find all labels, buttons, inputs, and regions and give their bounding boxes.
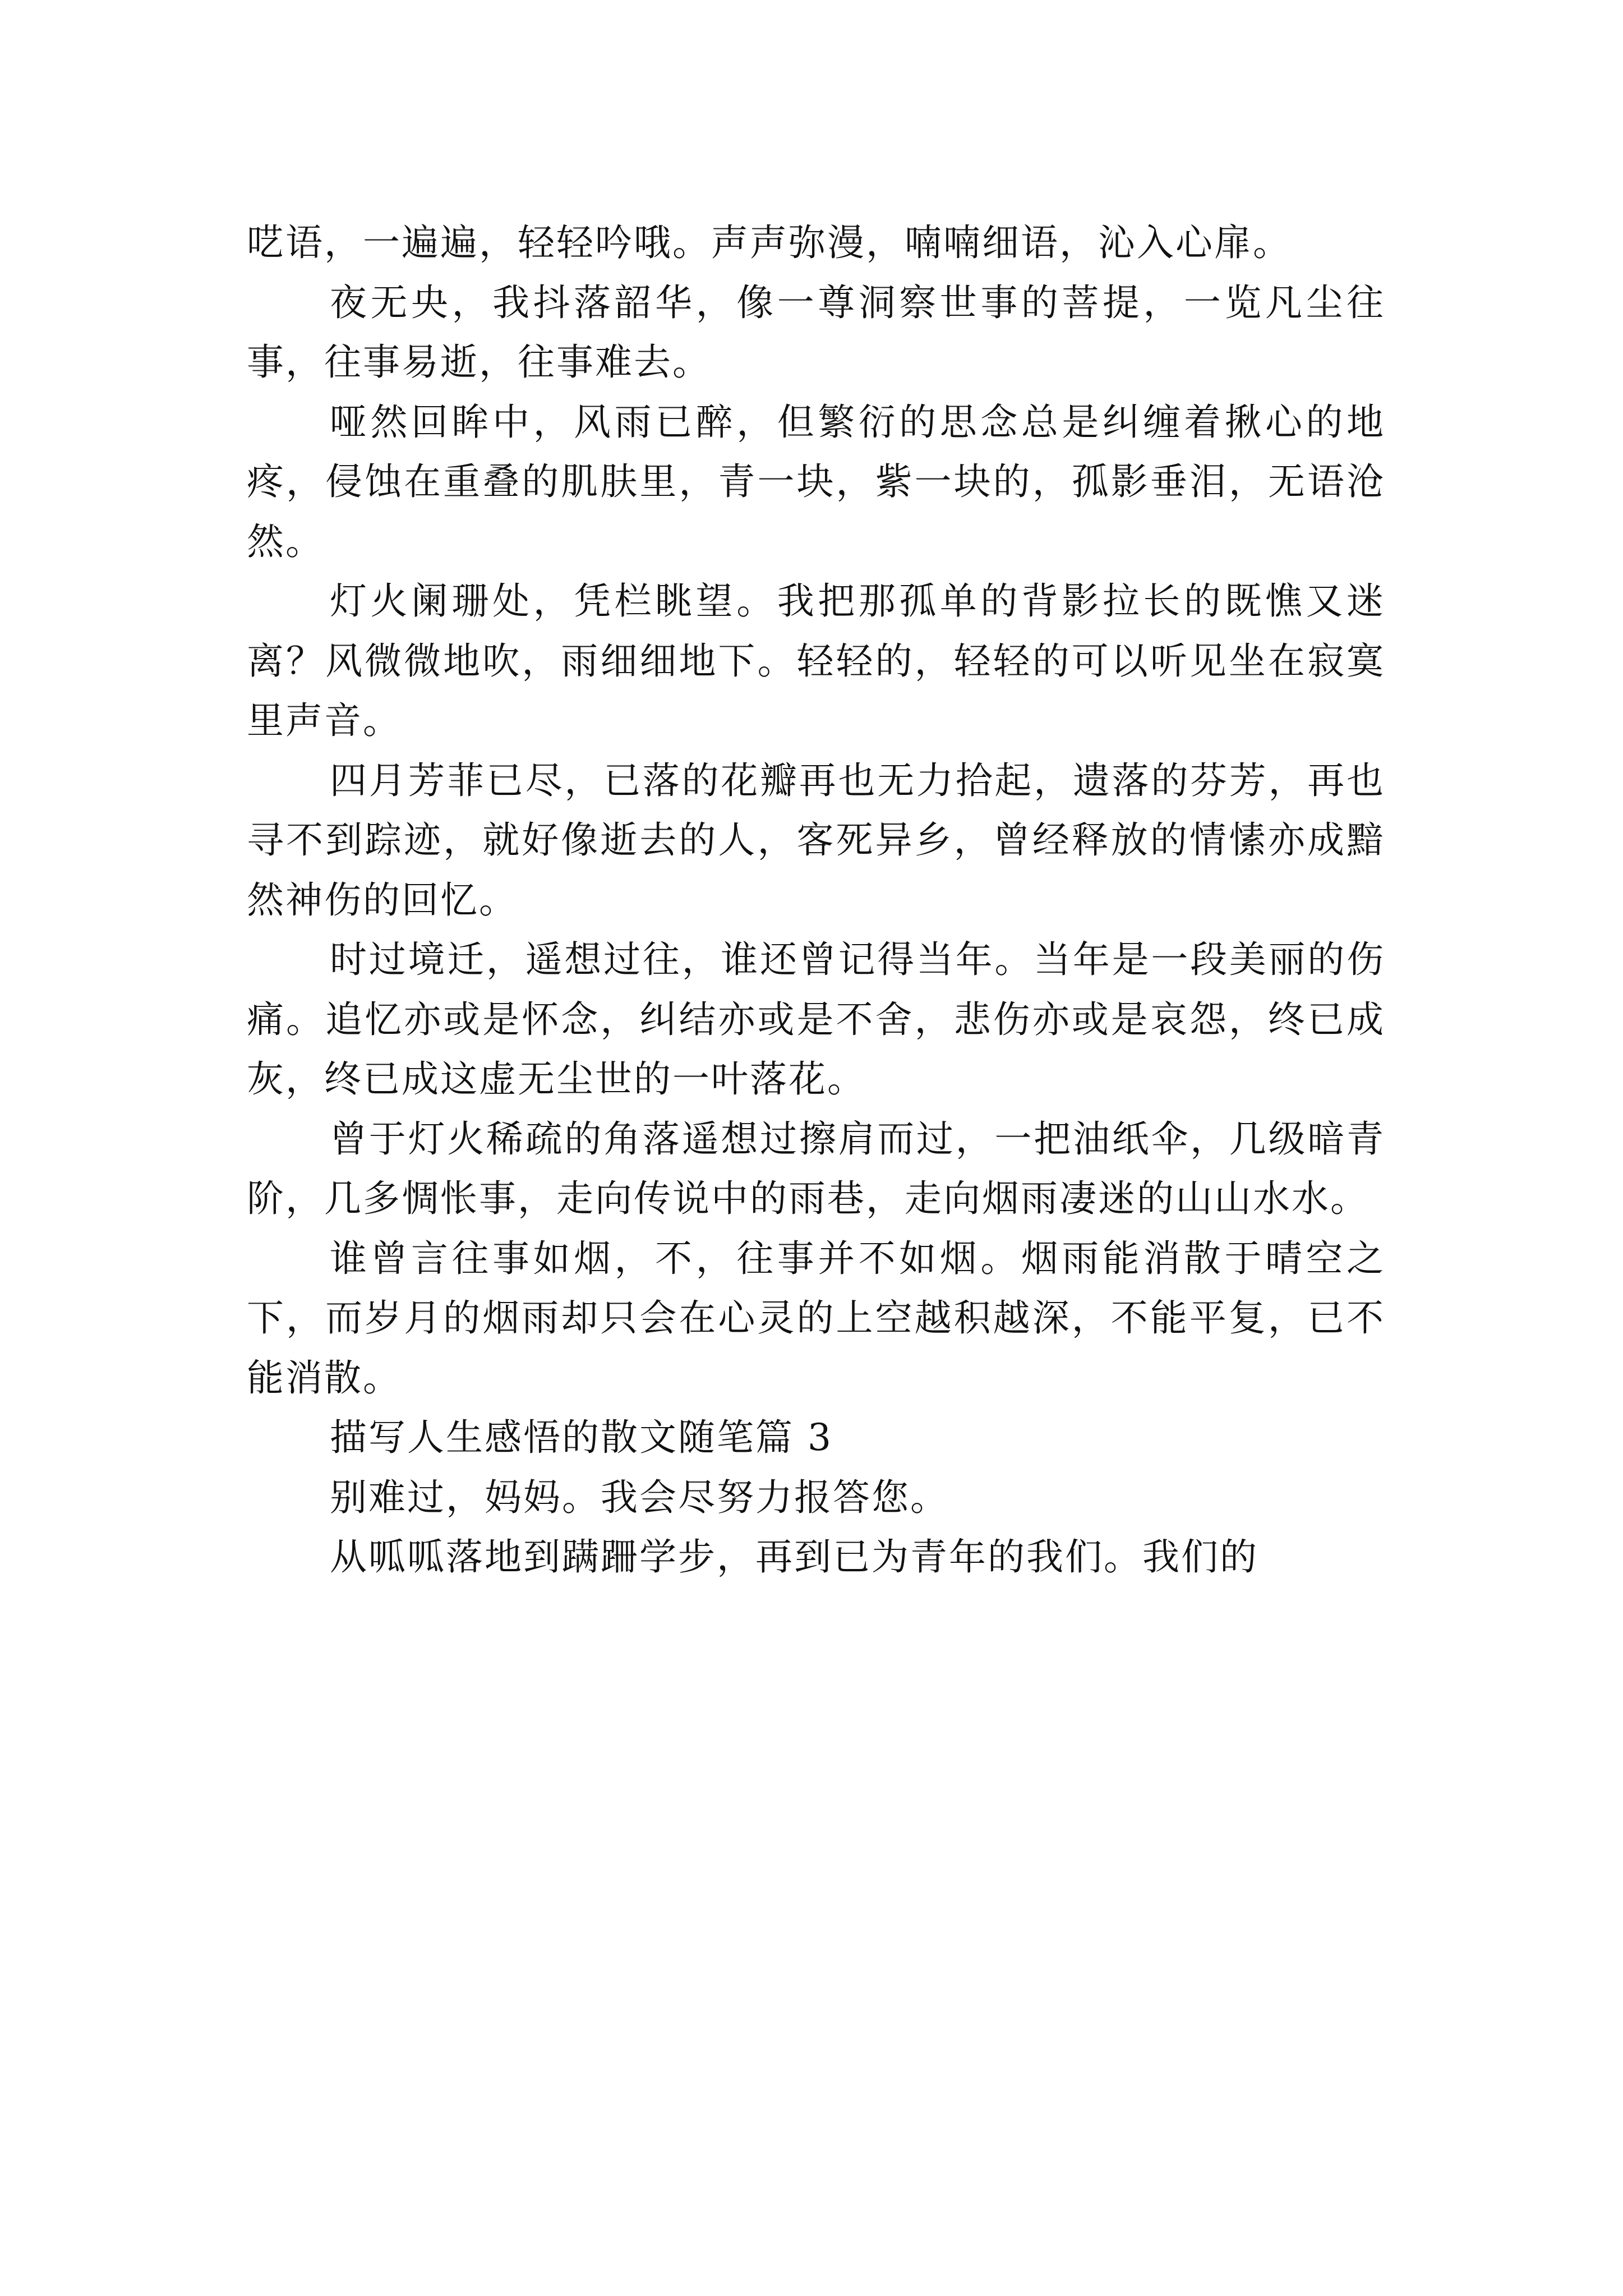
paragraph: 时过境迁，遥想过往，谁还曾记得当年。当年是一段美丽的伤痛。追忆亦或是怀念，纠结亦或是不舍，悲伤亦或是哀怨，终已成灰，终已成这虚无尘世的一叶落花。	[247, 938, 1385, 1101]
paragraph: 哑然回眸中，风雨已醉，但繁衍的思念总是纠缠着揪心的地疼，侵蚀在重叠的肌肤里，青一块，紫一块的，孤影垂泪，无语沧然。	[247, 400, 1385, 563]
paragraph-continuation: 呓语，一遍遍，轻轻吟哦。声声弥漫，喃喃细语，沁入心扉。	[247, 221, 1292, 264]
paragraph: 别难过，妈妈。我会尽努力报答您。	[330, 1475, 949, 1519]
paragraph: 灯火阑珊处，凭栏眺望。我把那孤单的背影拉长的既憔又迷离？风微微地吹，雨细细地下。轻轻的，轻轻的可以听见坐在寂寞里声音。	[247, 579, 1385, 742]
document-body	[247, 213, 1385, 1588]
paragraph: 从呱呱落地到蹒跚学步，再到已为青年的我们。我们的	[330, 1535, 1258, 1579]
paragraph: 曾于灯火稀疏的角落遥想过擦肩而过，一把油纸伞，几级暗青阶，几多惆怅事，走向传说中的雨巷，走向烟雨凄迷的山山水水。	[247, 1117, 1385, 1220]
paragraph: 四月芳菲已尽，已落的花瓣再也无力拾起，遗落的芬芳，再也寻不到踪迹，就好像逝去的人，客死异乡，曾经释放的情愫亦成黯然神伤的回忆。	[247, 758, 1385, 922]
section-heading: 描写人生感悟的散文随笔篇 3	[330, 1416, 833, 1459]
paragraph: 谁曾言往事如烟，不，往事并不如烟。烟雨能消散于晴空之下，而岁月的烟雨却只会在心灵的上空越积越深，不能平复，已不能消散。	[247, 1236, 1385, 1400]
paragraph: 夜无央，我抖落韶华，像一尊洞察世事的菩提，一览凡尘往事，往事易逝，往事难去。	[247, 280, 1385, 384]
